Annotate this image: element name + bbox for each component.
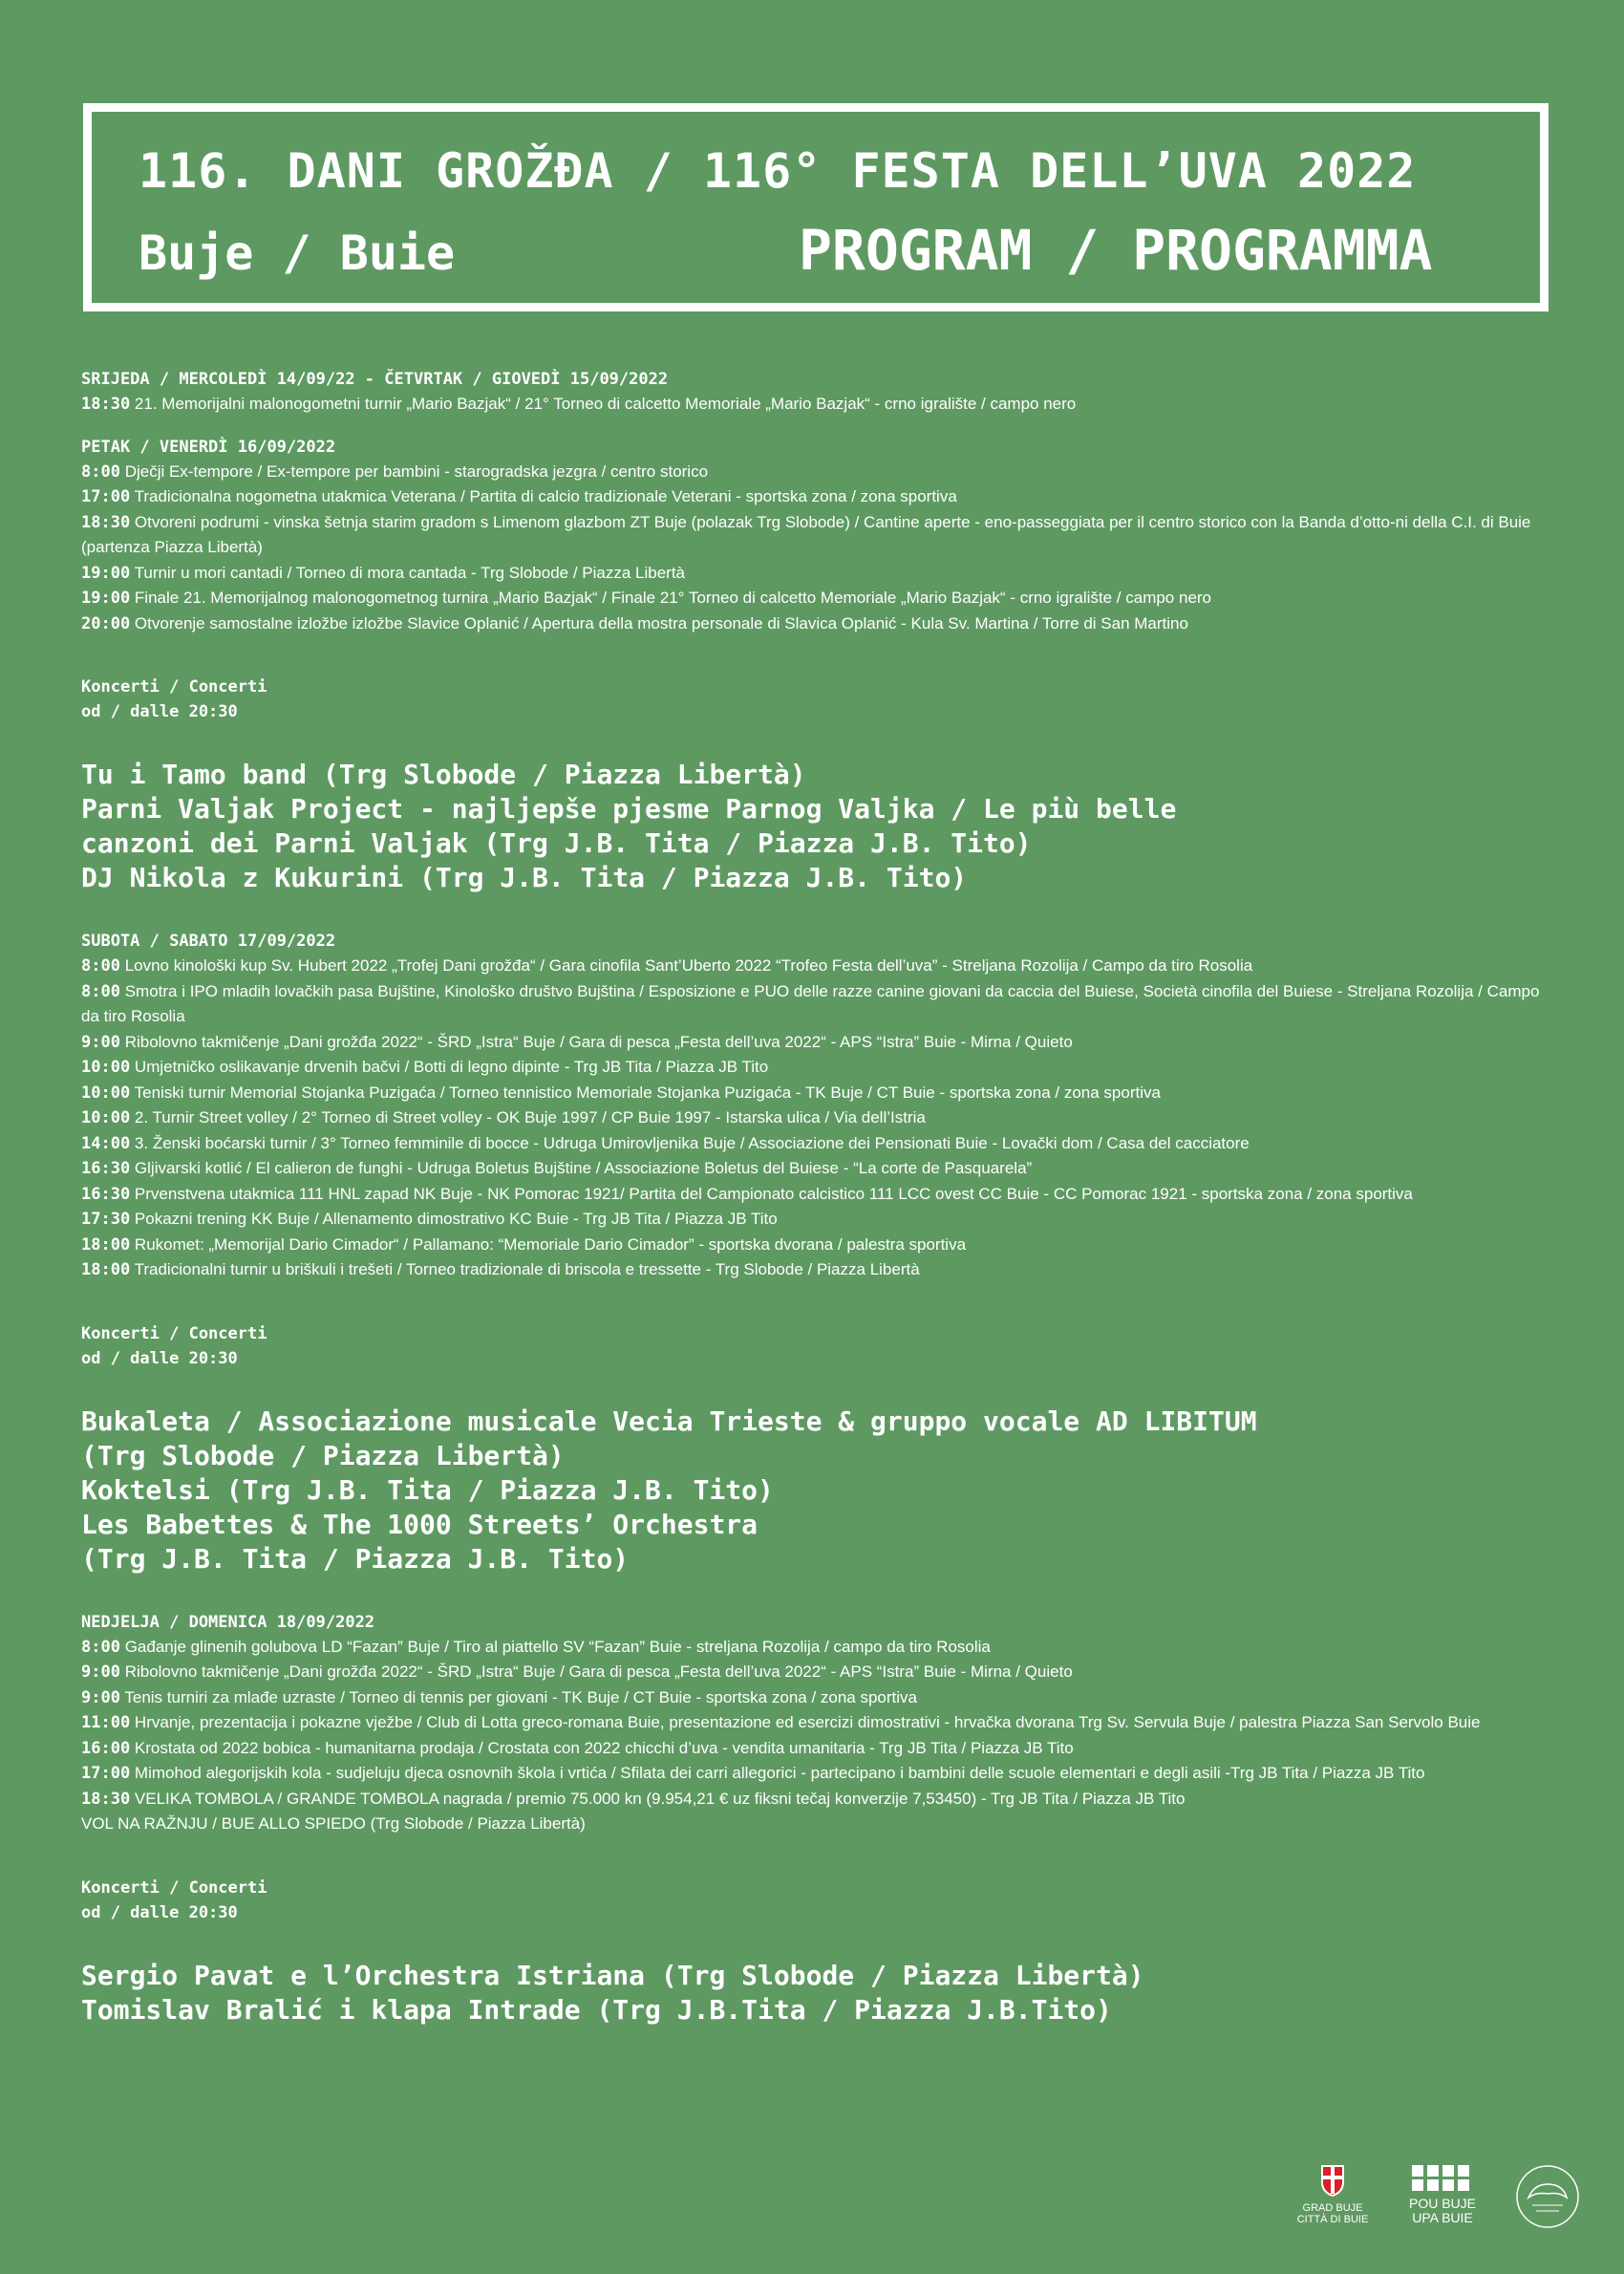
event-row: [81, 1761, 1552, 1787]
event-text: Ribolovno takmičenje „Dani grožđa 2022“ - ŠRD „Istra“ Buje / Gara di pesca „Festa dell’uva 2022“ - APS “Istra” Buie - Mirna / Quieto: [124, 1663, 1073, 1681]
event-text: Gljivarski kotlić / El calieron de funghi - Udruga Boletus Bujštine / Associazione Boletus del Buiese - “La corte de Pasquarela”: [134, 1159, 1033, 1177]
event-text: 3. Ženski boćarski turnir / 3° Torneo femminile di bocce - Udruga Umirovljenika Buje / Associazione dei Pensionati Buie - Lovački dom / Casa del cacciatore: [134, 1133, 1250, 1152]
event-time: 10:00: [81, 1058, 131, 1077]
concert-line: (Trg Slobode / Piazza Libertà): [81, 1439, 565, 1471]
concert-line: Tu i Tamo band (Trg Slobode / Piazza Libertà): [81, 759, 806, 790]
event-text: Otvorenje samostalne izložbe izložbe Slavice Oplanić / Apertura della mostra personale di Slavica Oplanić - Kula Sv. Martina / Torre di San Martino: [134, 613, 1188, 633]
event-time: 16:00: [81, 1738, 131, 1758]
event-row: [81, 1257, 1552, 1283]
concert-line: Tomislav Bralić i klapa Intrade (Trg J.B.Tita / Piazza J.B.Tito): [81, 1993, 1112, 2026]
event-text: Mimohod alegorijskih kola - sudjeluju djeca osnovnih škola i vrtića / Sfilata dei carri allegorici - partecipano i bambini delle scuole elementari e degli asili -Trg JB Tita / Piazza JB Tito: [134, 1764, 1425, 1782]
event-row: [81, 392, 1552, 418]
event-time: 8:00: [81, 461, 120, 482]
event-time: 18:00: [81, 1260, 131, 1279]
event-row: [81, 1685, 1552, 1711]
event-text: Prvenstvena utakmica 111 HNL zapad NK Buje - NK Pomorac 1921/ Partita del Campionato calcistico 111 LCC ovest CC Buie - CC Pomorac 1921 - sportska zona / zona sportiva: [134, 1184, 1413, 1203]
event-time: 19:00: [81, 563, 131, 583]
grape-emblem-icon: [1511, 2163, 1584, 2230]
event-time: 8:00: [81, 956, 120, 976]
grad-buje-logo: [1290, 2163, 1376, 2225]
day-title: SRIJEDA / MERCOLEDÌ 14/09/22 - ČETVRTAK / GIOVEDÌ 15/09/2022: [81, 370, 669, 389]
concert-heading: Koncerti / Concerti: [81, 677, 267, 697]
event-text: Smotra i IPO mladih lovačkih pasa Bujštine, Kinološko društvo Bujština / Esposizione e PUO delle razze canine giovani da caccia del Buiese, Società cinofila del Buiese - Streljana Rozolija / Campo da tiro Rosolia: [81, 981, 1540, 1025]
event-row: [81, 1812, 1552, 1837]
event-time: 17:00: [81, 487, 131, 506]
event-text: Tradicionalni turnir u briškuli i trešeti / Torneo tradizionale di briscola e tressette - Trg Slobode / Piazza Libertà: [134, 1260, 920, 1278]
day-title: NEDJELJA / DOMENICA 18/09/2022: [81, 1612, 375, 1632]
event-row: [81, 1030, 1552, 1056]
event-time: 18:30: [81, 512, 131, 532]
event-row: [81, 1710, 1552, 1736]
concert-line: DJ Nikola z Kukurini (Trg J.B. Tita / Piazza J.B. Tito): [81, 862, 968, 893]
concert-line: Les Babettes & The 1000 Streets’ Orchestra: [81, 1508, 759, 1540]
sponsor-logos: [1290, 2163, 1595, 2240]
event-time: 9:00: [81, 1687, 120, 1707]
event-row: [81, 586, 1552, 611]
event-row: [81, 1736, 1552, 1762]
event-text: Hrvanje, prezentacija i pokazne vježbe / Club di Lotta greco-romana Buie, presentazione ed esercizi dimostrativi - hrvačka dvorana Trg Sv. Servula Buje / palestra Piazza San Servolo Buie: [134, 1713, 1481, 1731]
event-time: 10:00: [81, 1083, 131, 1103]
concert-time: od / dalle 20:30: [81, 1348, 238, 1368]
partner-emblem-logo: [1509, 2163, 1586, 2235]
program-content: [81, 367, 1552, 2027]
event-row: [81, 1207, 1552, 1233]
event-text: Otvoreni podrumi - vinska šetnja starim gradom s Limenom glazbom ZT Buje (polazak Trg Slobode) / Cantine aperte - eno-passeggiata per il centro storico con la Banda d’otto-ni della C.I. di Buie (partenza Piazza Libertà): [81, 512, 1531, 556]
event-text: VELIKA TOMBOLA / GRANDE TOMBOLA nagrada / premio 75.000 kn (9.954,21 € uz fiksni tečaj konverzije 7,53450) - Trg JB Tita / Piazza JB Tito: [134, 1789, 1186, 1808]
event-time: 16:30: [81, 1184, 131, 1204]
event-text: Lovno kinološki kup Sv. Hubert 2022 „Trofej Dani grožđa“ / Gara cinofila Sant’Uberto 2022 “Trofeo Festa dell’uva” - Streljana Rozolija / Campo da tiro Rosolia: [124, 956, 1253, 975]
event-time: 11:00: [81, 1713, 131, 1732]
header-title: 116. DANI GROŽĐA / 116° FESTA DELL’UVA 2022: [139, 143, 1417, 199]
event-text: Krostata od 2022 bobica - humanitarna prodaja / Crostata con 2022 chicchi d’uva - vendita umanitaria - Trg JB Tita / Piazza JB Tito: [134, 1738, 1074, 1757]
event-row: [81, 460, 1552, 485]
concert-section-friday: [81, 675, 1552, 895]
concert-time: od / dalle 20:30: [81, 1902, 238, 1922]
event-row: [81, 510, 1552, 561]
event-row: [81, 1233, 1552, 1258]
event-time: 18:30: [81, 395, 131, 414]
pou-label-1: POU BUJE: [1408, 2196, 1476, 2211]
event-time: 10:00: [81, 1108, 131, 1127]
day-section-wednesday: [81, 367, 1552, 418]
header-program: PROGRAM / PROGRAMMA: [799, 218, 1433, 283]
event-text: VOL NA RAŽNJU / BUE ALLO SPIEDO (Trg Slobode / Piazza Libertà): [81, 1814, 586, 1833]
event-row: [81, 1182, 1552, 1208]
event-text: Tenis turniri za mlađe uzraste / Torneo di tennis per giovani - TK Buje / CT Buie - sportska zona / zona sportiva: [124, 1687, 918, 1706]
concert-line: Sergio Pavat e l’Orchestra Istriana (Trg Slobode / Piazza Libertà): [81, 1959, 1144, 1991]
event-text: Turnir u mori cantadi / Torneo di mora cantada - Trg Slobode / Piazza Libertà: [134, 563, 686, 582]
day-title: PETAK / VENERDÌ 16/09/2022: [81, 437, 336, 457]
event-row: [81, 1131, 1552, 1157]
event-text: Gađanje glinenih golubova LD “Fazan” Buje / Tiro al piattello SV “Fazan” Buie - streljana Rozolija / campo da tiro Rosolia: [124, 1637, 991, 1656]
event-row: [81, 1105, 1552, 1131]
event-row: [81, 979, 1552, 1030]
event-text: Tradicionalna nogometna utakmica Veterana / Partita di calcio tradizionale Veterani - sportska zona / zona sportiva: [134, 487, 957, 505]
event-text: Rukomet: „Memorijal Dario Cimador“ / Pallamano: “Memoriale Dario Cimador” - sportska dvorana / palestra sportiva: [134, 1234, 967, 1254]
event-text: Pokazni trening KK Buje / Allenamento dimostrativo KC Buie - Trg JB Tita / Piazza JB Tito: [134, 1210, 778, 1228]
concert-section-sunday: [81, 1876, 1552, 2027]
event-text: Dječji Ex-tempore / Ex-tempore per bambini - starogradska jezgra / centro storico: [124, 461, 709, 481]
event-row: [81, 484, 1552, 510]
concert-line: Parni Valjak Project - najljepše pjesme Parnog Valjka / Le più belle: [81, 793, 1177, 825]
header-location: Buje / Buie: [139, 225, 456, 281]
concert-line: canzoni dei Parni Valjak (Trg J.B. Tita / Piazza J.B. Tito): [81, 827, 1032, 859]
event-row: [81, 1787, 1552, 1813]
pou-label-2: UPA BUIE: [1412, 2210, 1473, 2225]
concert-time: od / dalle 20:30: [81, 702, 238, 721]
event-text: 21. Memorijalni malonogometni turnir „Mario Bazjak“ / 21° Torneo di calcetto Memoriale „Mario Bazjak“ - crno igralište / campo nero: [134, 395, 1077, 413]
day-section-friday: [81, 435, 1552, 637]
concert-heading: Koncerti / Concerti: [81, 1323, 267, 1343]
event-time: 18:30: [81, 1789, 131, 1809]
squares-grid-icon: [1410, 2163, 1475, 2192]
event-text: 2. Turnir Street volley / 2° Torneo di Street volley - OK Buje 1997 / CP Buie 1997 - Istarska ulica / Via dell’Istria: [134, 1108, 926, 1126]
coat-of-arms-icon: [1319, 2163, 1346, 2198]
event-time: 20:00: [81, 613, 131, 633]
event-row: [81, 1055, 1552, 1081]
event-row: [81, 561, 1552, 587]
event-time: 8:00: [81, 981, 120, 1001]
concert-line: Koktelsi (Trg J.B. Tita / Piazza J.B. Tito): [81, 1473, 774, 1506]
event-row: [81, 1635, 1552, 1661]
event-text: Umjetničko oslikavanje drvenih bačvi / Botti di legno dipinte - Trg JB Tita / Piazza JB Tito: [134, 1058, 769, 1076]
pou-buje-logo: [1400, 2163, 1485, 2225]
day-section-sunday: [81, 1610, 1552, 1837]
event-time: 17:00: [81, 1764, 131, 1783]
event-text: Ribolovno takmičenje „Dani grožđa 2022“ - ŠRD „Istra“ Buje / Gara di pesca „Festa dell’uva 2022“ - APS “Istra” Buie - Mirna / Quieto: [124, 1032, 1073, 1051]
event-time: 17:30: [81, 1210, 131, 1229]
concert-section-saturday: [81, 1321, 1552, 1577]
event-row: [81, 1081, 1552, 1106]
event-time: 19:00: [81, 589, 131, 608]
event-time: 16:30: [81, 1159, 131, 1178]
event-row: [81, 611, 1552, 637]
concert-line: (Trg J.B. Tita / Piazza J.B. Tito): [81, 1542, 630, 1575]
day-title: SUBOTA / SABATO 17/09/2022: [81, 932, 336, 951]
grad-label-2: CITTÀ DI BUIE: [1296, 2214, 1369, 2225]
event-time: 14:00: [81, 1133, 131, 1153]
event-row: [81, 1156, 1552, 1182]
event-row: [81, 954, 1552, 979]
event-text: Teniski turnir Memorial Stojanka Puzigaća / Torneo tennistico Memoriale Stojanka Puzigaća - TK Buje / CT Buie - sportska zona / zona sportiva: [134, 1083, 1161, 1102]
event-text: Finale 21. Memorijalnog malonogometnog turnira „Mario Bazjak“ / Finale 21° Torneo di calcetto Memoriale „Mario Bazjak“ - crno igralište / campo nero: [134, 589, 1212, 607]
day-section-saturday: [81, 929, 1552, 1283]
concert-line: Bukaleta / Associazione musicale Vecia Trieste & gruppo vocale AD LIBITUM: [81, 1405, 1257, 1437]
concert-heading: Koncerti / Concerti: [81, 1877, 267, 1898]
grad-label-1: GRAD BUJE: [1302, 2202, 1363, 2214]
event-time: 18:00: [81, 1234, 131, 1255]
event-time: 9:00: [81, 1032, 120, 1052]
event-time: 9:00: [81, 1663, 120, 1682]
event-row: [81, 1660, 1552, 1685]
event-time: 8:00: [81, 1637, 120, 1657]
